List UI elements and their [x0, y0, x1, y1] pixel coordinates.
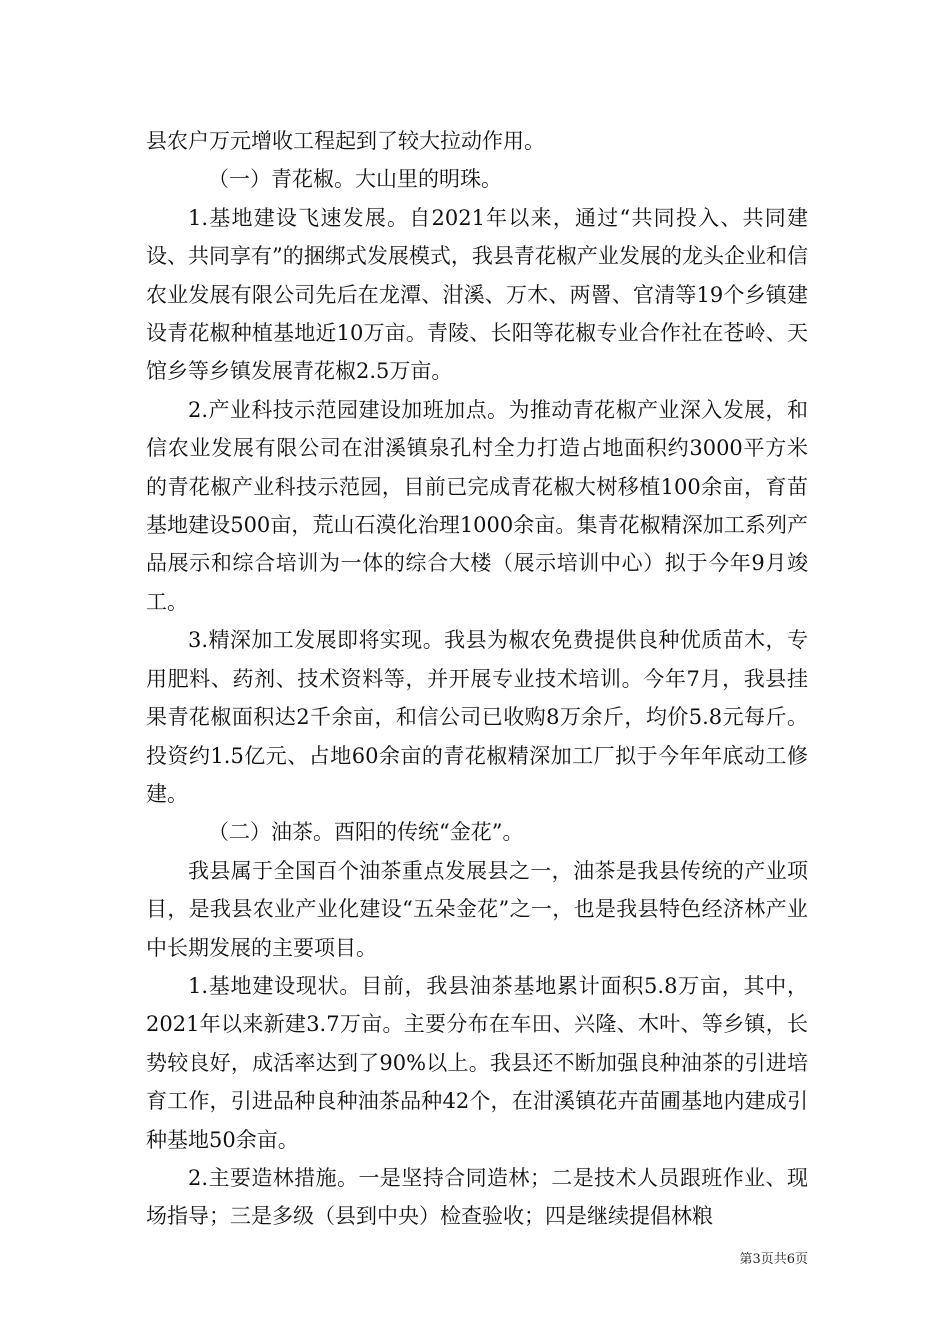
section-heading-oil-tea: （二）油茶。酉阳的传统“金花”。 [208, 820, 524, 845]
paragraph-deep-processing: 3.精深加工发展即将实现。我县为椒农免费提供良种优质苗木，专用肥料、药剂、技术资料等，并开展专业技术培训。今年7月，我县挂果青花椒面积达2千余亩，和信公司已收购8万余斤，均价5.8元每斤。投资约1.5亿元、占地60余亩的青花椒精深加工厂拟于今年年底动工修建。 [146, 628, 808, 806]
paragraph-afforestation-measures: 2.主要造林措施。一是坚持合同造林；二是技术人员跟班作业、现场指导；三是多级（县到中央）检查验收；四是继续提倡林粮 [146, 1165, 808, 1229]
section-heading-green-pepper: （一）青花椒。大山里的明珠。 [208, 167, 502, 192]
page-number-footer: 第3页共6页 [739, 1252, 808, 1267]
paragraph-oil-tea-status: 1.基地建设现状。目前，我县油茶基地累计面积5.8万亩，其中，2021年以来新建3.7万亩。主要分布在车田、兴隆、木叶、等乡镇，长势较良好，成活率达到了90%以上。我县还不断加强良种油茶的引进培育工作，引进品种良种油茶品种42个，在泔溪镇花卉苗圃基地内建成引种基地50余亩。 [146, 973, 808, 1152]
paragraph-demo-park: 2.产业科技示范园建设加班加点。为推动青花椒产业深入发展，和信农业发展有限公司在泔溪镇泉孔村全力打造占地面积约3000平方米的青花椒产业科技示范园，目前已完成青花椒大树移植100余亩，育苗基地建设500亩，荒山石漠化治理1000余亩。集青花椒精深加工系列产品展示和综合培训为一体的综合大楼（展示培训中心）拟于今年9月竣工。 [146, 397, 808, 614]
document-body [146, 122, 808, 1236]
paragraph-continuation: 县农户万元增收工程起到了较大拉动作用。 [146, 129, 545, 153]
paragraph-oil-tea-intro: 我县属于全国百个油茶重点发展县之一，油茶是我县传统的产业项目，是我县农业产业化建设“五朵金花”之一，也是我县特色经济林产业中长期发展的主要项目。 [146, 858, 808, 960]
paragraph-base-construction: 1.基地建设飞速发展。自2021年以来，通过“共同投入、共同建设、共同享有”的捆绑式发展模式，我县青花椒产业发展的龙头企业和信农业发展有限公司先后在龙潭、泔溪、万木、两罾、官清等19个乡镇建设青花椒种植基地近10万亩。青陵、长阳等花椒专业合作社在苍岭、天馆乡等乡镇发展青花椒2.5万亩。 [146, 205, 808, 384]
